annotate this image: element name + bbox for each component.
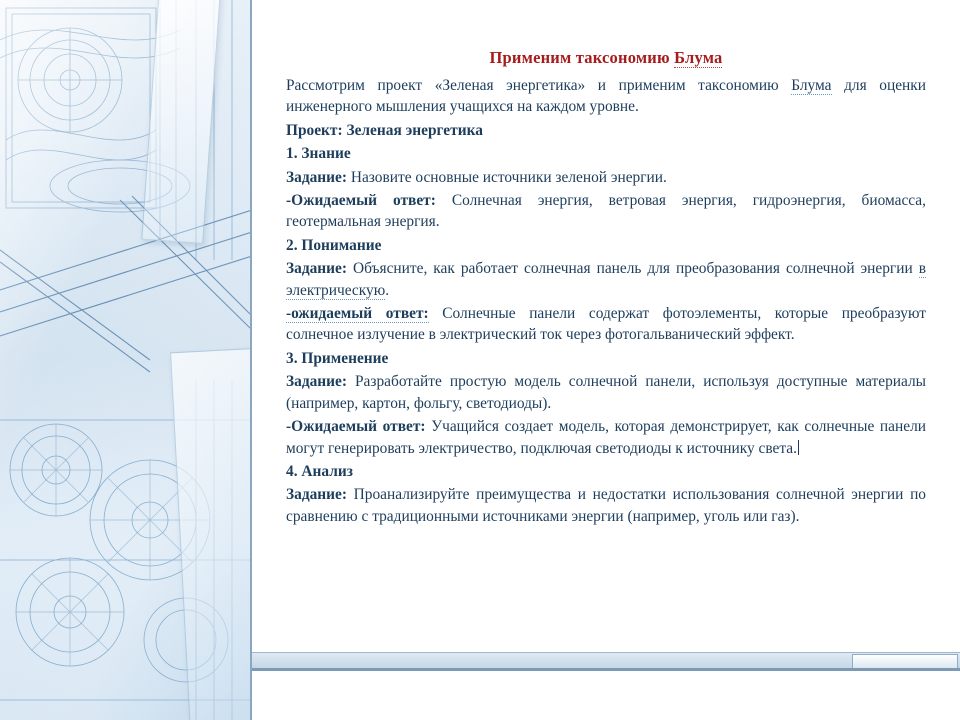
- text-run-bold: Задание:: [286, 486, 347, 504]
- text-run-bold: 4. Анализ: [286, 462, 353, 480]
- paragraph-level-1-heading: [286, 143, 926, 164]
- text-run-bold: -ожидаемый ответ:: [286, 305, 429, 323]
- text-run: Объясните, как работает солнечная панель для преобразования солнечной энергии: [347, 260, 919, 278]
- text-run-underlined: Блума: [791, 77, 832, 94]
- text-run: для оценки инженерного мышления учащихся на каждом уровне.: [286, 77, 926, 116]
- text-run: .: [385, 281, 390, 299]
- bottom-border-rule: [252, 668, 960, 671]
- page-title-highlight: Блума: [674, 48, 723, 67]
- panel-divider: [250, 0, 252, 720]
- paragraph-level-4-task: [286, 484, 926, 527]
- paragraph-level-3-answer: [286, 416, 926, 459]
- text-run-bold: Задание:: [286, 260, 347, 278]
- paragraph-level-2-answer: [286, 303, 926, 346]
- text-run-bold: 2. Понимание: [286, 236, 382, 254]
- horizontal-scrollbar[interactable]: [252, 652, 960, 669]
- paragraph-level-2-heading: [286, 235, 926, 256]
- paragraph-level-1-answer: [286, 190, 926, 233]
- text-run: Солнечная энергия, ветровая энергия, гидроэнергия, биомасса, геотермальная энергия.: [286, 192, 926, 231]
- text-run-bold: -Ожидаемый ответ:: [286, 192, 436, 210]
- slide-text-body: [286, 48, 926, 529]
- text-run-bold: Проект: Зеленая энергетика: [286, 121, 483, 139]
- text-run: Рассмотрим проект «Зеленая энергетика» и применим таксономию: [286, 77, 792, 94]
- text-run-underlined: в электрическую: [286, 260, 926, 299]
- page-title: [286, 48, 926, 68]
- text-run: Учащийся создает модель, которая демонстрирует, как солнечные панели могут генерировать электричество, подключая светодиоды к источнику света.: [286, 418, 926, 457]
- page-title-prefix: Применим таксономию: [489, 48, 675, 67]
- text-run-bold: 1. Знание: [286, 145, 351, 163]
- paragraph-level-1-task: [286, 167, 926, 188]
- text-run-bold: -Ожидаемый ответ:: [286, 418, 426, 436]
- paragraph-level-2-task: [286, 258, 926, 301]
- text-run-bold: Задание:: [286, 168, 347, 186]
- text-cursor: [798, 440, 799, 455]
- text-run-bold: Задание:: [286, 373, 347, 391]
- paragraph-level-3-task: [286, 371, 926, 414]
- scrollbar-thumb[interactable]: [852, 654, 958, 669]
- blueprint-image: [0, 0, 252, 720]
- paragraph-level-4-heading: [286, 461, 926, 482]
- text-run: Проанализируйте преимущества и недостатки использования солнечной энергии по сравнению с традиционными источниками энергии (например, уголь или газ).: [286, 486, 926, 525]
- paragraph-level-3-heading: [286, 348, 926, 369]
- text-run: Назовите основные источники зеленой энергии.: [347, 168, 667, 186]
- text-run: Разработайте простую модель солнечной панели, используя доступные материалы (например, картон, фольгу, светодиоды).: [286, 373, 926, 412]
- text-run: Солнечные панели содержат фотоэлементы, которые преобразуют солнечное излучение в электрический ток через фотогальванический эффект.: [286, 305, 926, 344]
- paragraph-project-name: [286, 120, 926, 141]
- text-run-bold: 3. Применение: [286, 349, 389, 367]
- paragraph-intro: [286, 75, 926, 118]
